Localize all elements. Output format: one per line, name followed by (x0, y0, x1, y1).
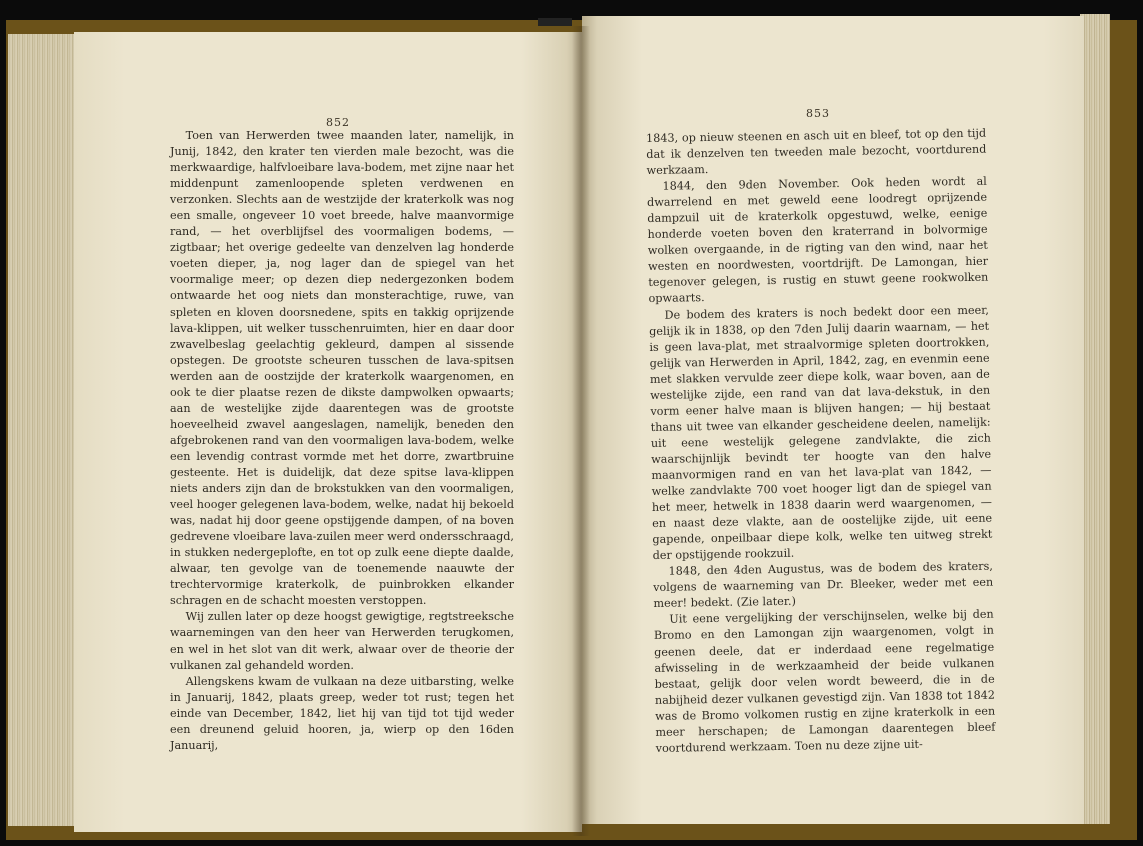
paragraph: Toen van Herwerden twee maanden later, namelijk, in Junij, 1842, den krater ten vierden male bezocht, was die merkwaardige, halfvloeibare lava-bodem, met zijne naar het middenpunt zamenloopende spleten verdwenen en verzonken. Slechts aan de westzijde der kraterkolk was nog een smalle, ongeveer 10 voet breede, halve maanvormige rand, — het overblijfsel des voormaligen bodems, — zigtbaar; het overige gedeelte van denzelven lag honderde voeten dieper, ja, nog lager dan de spiegel van het voormalige meer; op dezen diep nedergezonken bodem ontwaarde het oog niets dan monsterachtige, ruwe, van spleten en kloven doorsnedene, spits en takkig oprijzende lava-klippen, uit welker tusschenruimten, hier en daar door zwavelbeslag geelachtig gekleurd, dampen al sissende opstegen. De grootste scheuren tusschen de lava-spitsen werden aan de oostzijde der kraterkolk waargenomen, en ook te dier plaatse rezen de dikste dampwolken opwaarts; aan de westelijke zijde daarentegen was de grootste hoeveelheid zwavel aangeslagen, namelijk, beneden den afgebrokenen rand van den voormaligen lava-bodem, welke een levendig contrast vormde met het dorre, zwartbruine gesteente. Het is duidelijk, dat deze spitse lava-klippen niets anders zijn dan de brokstukken van den voormaligen, veel hooger gelegenen lava-bodem, welke, nadat hij bekoeld was, nadat hij door geene opstijgende dampen, of na boven gedrevene vloeibare lava-zuilen meer werd ondersschraagd, in stukken nedergeplofte, en tot op zulk eene diepte daalde, alwaar, ten gevolge van de toenemende naauwte der trechtervormige kraterkolk, de puinbrokken elkander schragen en de schacht moesten verstoppen. (170, 129, 514, 608)
paragraph: 1844, den 9den November. Ook heden wordt al dwarrelend en met geweld eene loodregt oprijzende dampzuil uit de kraterkolk opgestuwd, welke, eenige honderde voeten boven den kraterrand in bolvormige wolken overgaande, in de rigting van den wind, naar het westen en noordwesten, voortdrijft. De Lamongan, hier tegenover gelegen, is rustig en stuwt geene rookwolken opwaarts. (647, 174, 989, 306)
left-page-edges (8, 34, 80, 826)
paragraph: 1843, op nieuw steenen en asch uit en bleef, tot op den tijd dat ik denzelven ten tweeden male bezocht, voortdurend werkzaam. (646, 126, 987, 178)
right-page-edges (1080, 14, 1110, 824)
paragraph: Uit eene vergelijking der verschijnselen, welke bij den Bromo en den Lamongan zijn waargenomen, volgt in geenen deele, dat er inderdaad eene regelmatige afwisseling in de werkzaamheid der beide vulkanen bestaat, gelijk door velen wordt beweerd, die in de nabijheid dezer vulkanen gevestigd zijn. Van 1838 tot 1842 was de Bromo volkomen rustig en zijne kraterkolk in een meer herschapen; de Lamongan daarentegen bleef voortdurend werkzaam. Toen nu deze zijne uit- (653, 608, 996, 755)
paragraph: Wij zullen later op deze hoogst gewigtige, regtstreeksche waarnemingen van den heer van Herwerden terugkomen, en wel in het slot van dit werk, alwaar over de theorie der vulkanen zal gehandeld worden. (170, 610, 514, 672)
book-gutter (572, 26, 590, 836)
left-page-text (170, 128, 514, 754)
page-number-left: 852 (326, 116, 350, 129)
right-page-text (646, 126, 996, 757)
paragraph: 1848, den 4den Augustus, was de bodem des kraters, volgens de waarneming van Dr. Bleeker, weder met een meer! bedekt. (Zie later.) (653, 559, 994, 611)
spine-top (538, 18, 572, 26)
paragraph: De bodem des kraters is noch bedekt door een meer, gelijk ik in 1838, op den 7den Julij daarin waarnam, — het is geen lava-plat, met straalvormige spleten doortrokken, gelijk van Herwerden in April, 1842, zag, en evenmin eene met slakken vervulde zeer diepe kolk, waar boven, aan de westelijke zijde, een rand van dat lava-dekstuk, in den vorm eener halve maan is blijven hangen; — hij bestaat thans uit twee van elkander gescheidene deelen, namelijk: uit eene westelijk gelegene zandvlakte, die zich waarschijnlijk bevindt ter hoogte van den halve maanvormigen rand en van het lava-plat van 1842, — welke zandvlakte 700 voet hooger ligt dan de spiegel van het meer, hetwelk in 1838 daarin werd waargenomen, — en naast deze vlakte, aan de oostelijke zijde, uit eene gapende, onpeilbaar diepe kolk, welke ten uitweg strekt der opstijgende rookzuil. (649, 303, 993, 563)
paragraph: Allengskens kwam de vulkaan na deze uitbarsting, welke in Januarij, 1842, plaats greep, weder tot rust; tegen het einde van December, 1842, liet hij van tijd tot tijd weder een dreunend geluid hooren, ja, wierp op den 16den Januarij, (170, 674, 514, 752)
page-number-right: 853 (806, 107, 830, 120)
